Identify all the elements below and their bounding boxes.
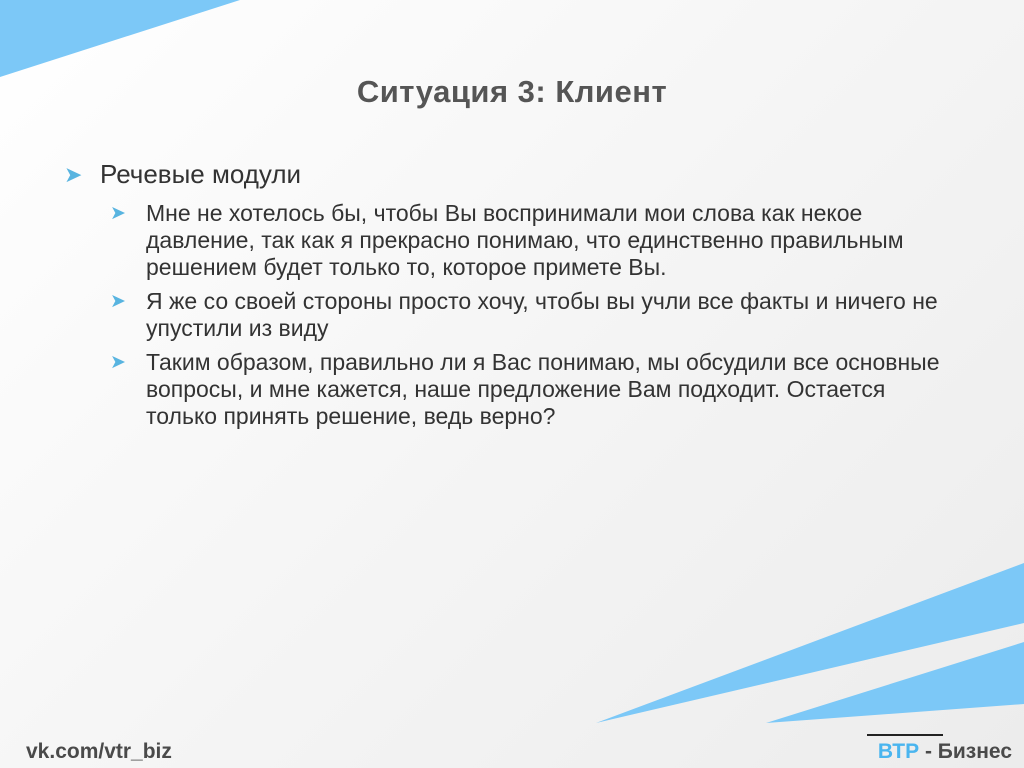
slide-title: Ситуация 3: Клиент (356, 74, 668, 109)
sub-bullet-text: Мне не хотелось бы, чтобы Вы воспринимали мои слова как некое давление, так как я прекрасно понимаю, что единственно правильным решением будет только то, которое примете Вы. (146, 199, 904, 280)
sub-bullet-item (110, 200, 964, 281)
arrowhead-bullet-icon: ➤ (110, 352, 126, 374)
sub-bullet-item (110, 349, 964, 430)
top-left-stripe (0, 0, 240, 77)
arrowhead-bullet-icon: ➤ (110, 202, 126, 224)
main-bullet-item (64, 158, 964, 191)
footer-vk-link[interactable]: vk.com/vtr_biz (26, 740, 172, 763)
brand-rest-text: - Бизнес (919, 740, 1012, 763)
brand-accent-text: ВТР (877, 740, 920, 763)
slide-content (64, 158, 964, 438)
brand-divider (867, 734, 943, 736)
footer-brand (878, 740, 1012, 764)
arrowhead-bullet-icon: ➤ (64, 162, 83, 187)
sub-bullet-item (110, 288, 964, 342)
sub-bullet-text: Таким образом, правильно ли я Вас понимаю, мы обсудили все основные вопросы, и мне кажется, наше предложение Вам подходит. Остается только принять решение, ведь верно? (146, 349, 940, 430)
sub-bullet-text: Я же со своей стороны просто хочу, чтобы вы учли все факты и ничего не упустили из виду (146, 287, 938, 341)
main-bullet-text: Речевые модули (100, 159, 302, 189)
arrowhead-bullet-icon: ➤ (110, 290, 126, 312)
